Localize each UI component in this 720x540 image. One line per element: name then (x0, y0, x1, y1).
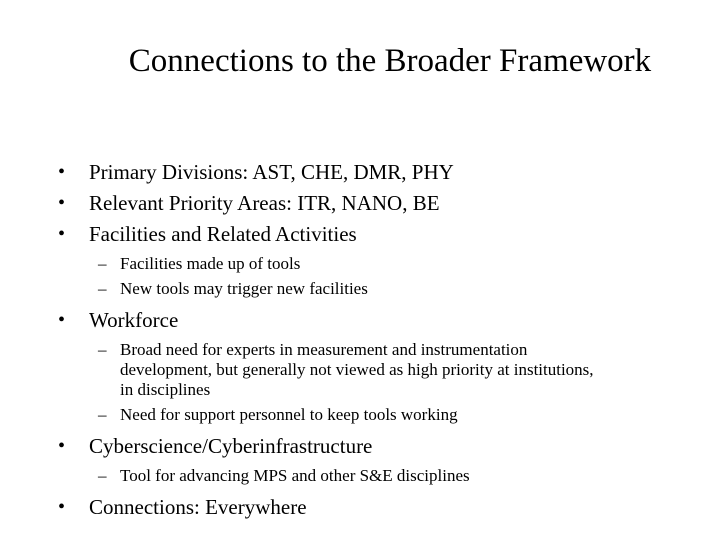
bullet-item (58, 431, 658, 462)
bullet-list (58, 157, 658, 523)
bullet-text: Connections: Everywhere (89, 495, 307, 519)
bullet-icon: • (58, 309, 66, 331)
bullet-text: Relevant Priority Areas: ITR, NANO, BE (89, 191, 440, 215)
bullet-item (58, 188, 658, 219)
sub-bullet-text: Facilities made up of tools (120, 254, 301, 273)
bullet-text: Primary Divisions: AST, CHE, DMR, PHY (89, 160, 454, 184)
sub-bullet-item (98, 279, 658, 299)
bullet-text: Cyberscience/Cyberinfrastructure (89, 434, 373, 458)
bullet-icon: • (58, 223, 66, 245)
sub-bullet-list (98, 466, 658, 486)
bullet-item (58, 219, 658, 250)
slide-title: Connections to the Broader Framework (128, 43, 652, 79)
bullet-icon: • (58, 496, 66, 518)
bullet-item (58, 157, 658, 188)
sub-bullet-text: Need for support personnel to keep tools working (120, 405, 458, 424)
dash-icon: – (98, 254, 107, 273)
sub-bullet-text: Tool for advancing MPS and other S&E disciplines (120, 466, 470, 485)
dash-icon: – (98, 340, 107, 359)
bullet-text: Facilities and Related Activities (89, 222, 357, 246)
dash-icon: – (98, 279, 107, 298)
dash-icon: – (98, 405, 107, 424)
sub-bullet-item (98, 340, 658, 400)
sub-bullet-list (98, 254, 658, 299)
bullet-icon: • (58, 161, 66, 183)
bullet-text: Workforce (89, 308, 179, 332)
sub-bullet-text: Broad need for experts in measurement and instrumentation development, but generally not viewed as high priority at institutions, in disciplines (120, 340, 594, 399)
dash-icon: – (98, 466, 107, 485)
sub-bullet-item (98, 254, 658, 274)
bullet-item (58, 492, 658, 523)
bullet-icon: • (58, 192, 66, 214)
bullet-item (58, 305, 658, 336)
sub-bullet-item (98, 405, 658, 425)
bullet-icon: • (58, 435, 66, 457)
sub-bullet-item (98, 466, 658, 486)
sub-bullet-list (98, 340, 658, 425)
sub-bullet-text: New tools may trigger new facilities (120, 279, 368, 298)
